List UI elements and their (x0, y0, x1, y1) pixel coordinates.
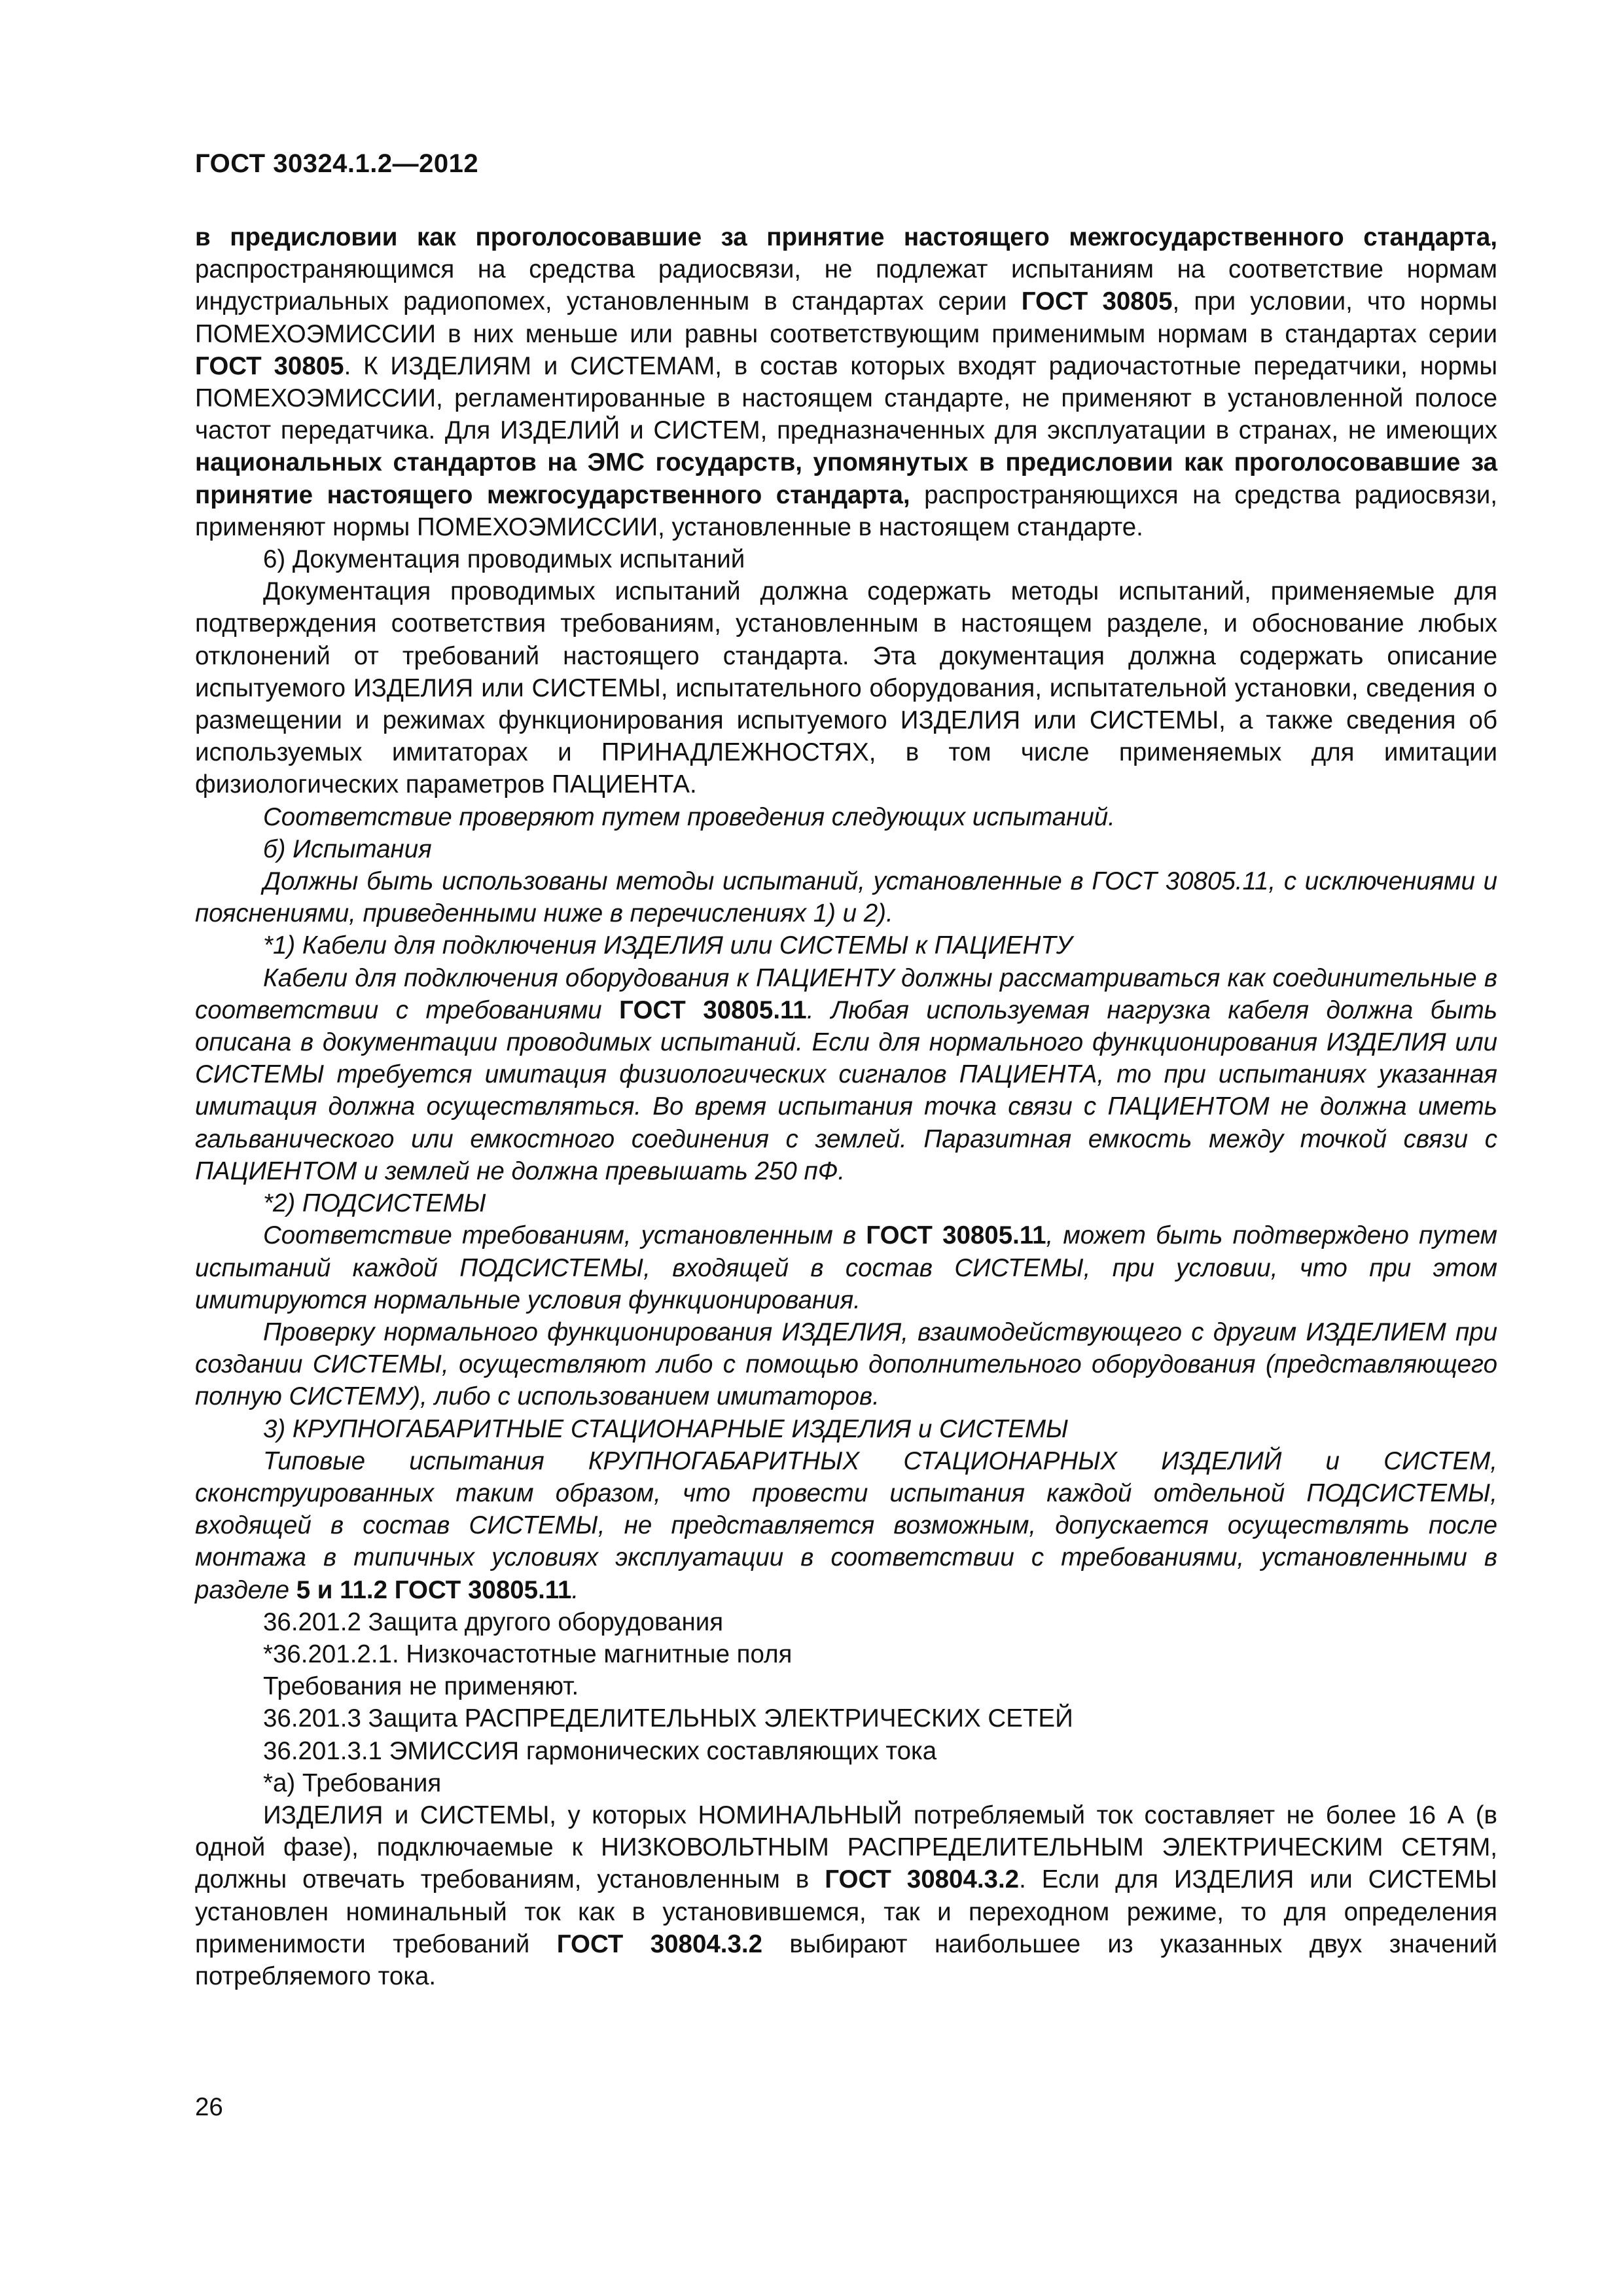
text-run: выбирают наибольшее из указанных двух значений потребляемого тока. (195, 1929, 1497, 1990)
section-heading-36-201-2: 36.201.2 Защита другого оборудования (263, 1607, 724, 1636)
paragraph-normal-operation-check: Проверку нормального функционирования ИЗДЕЛИЯ, взаимодействующего с другим ИЗДЕЛИЕМ при создании СИСТЕМЫ, осуществляют либо с помощью дополнительного оборудования (представляющего полную СИСТЕМУ), либо с использованием имитаторов. (195, 1318, 1497, 1411)
text-run: распространяющимся на средства радиосвязи, не подлежат испытаниям на соответствие нормам индустриальных радиопомех, установленным в стандартах серии (195, 255, 1497, 316)
text-run (387, 1576, 395, 1604)
page-body-text (195, 221, 1497, 1992)
standard-reference: ГОСТ 30805.11 (866, 1221, 1046, 1250)
text-run: , при условии, что нормы ПОМЕХОЭМИССИИ в них меньше или равны соответствующим применимым нормам в стандартах серии (195, 287, 1497, 348)
item-heading-tests: б) Испытания (263, 834, 432, 863)
standard-reference: ГОСТ 30804.3.2 (825, 1865, 1020, 1894)
text-run: и (310, 1575, 340, 1604)
text-run: Кабели для подключения оборудования к ПАЦИЕНТУ должны рассматриваться как соединительные в соответствии с требованиями (195, 963, 1497, 1024)
section-heading-36-201-3: 36.201.3 Защита РАСПРЕДЕЛИТЕЛЬНЫХ ЭЛЕКТРИЧЕСКИХ СЕТЕЙ (263, 1704, 1073, 1733)
section-heading-36-201-3-1: 36.201.3.1 ЭМИССИЯ гармонических составляющих тока (263, 1736, 937, 1765)
text-run: . Любая используемая нагрузка кабеля должна быть описана в документации проводимых испытаний. Если для нормального функционирования ИЗДЕЛИЯ или СИСТЕМЫ требуется имитация физиологических сигналов ПАЦИЕНТА, то при испытаниях указанная имитация должна осуществляться. Во время испытания точка связи с ПАЦИЕНТОМ не должна иметь гальванического или емкостного соединения с землей. Паразитная емкость между точкой связи с ПАЦИЕНТОМ и землей не должна превышать 250 пФ. (195, 996, 1497, 1185)
standard-reference: ГОСТ 30805.11 (619, 996, 807, 1024)
section-heading-36-201-2-1: *36.201.2.1. Низкочастотные магнитные поля (263, 1640, 793, 1668)
text-run: Типовые испытания КРУПНОГАБАРИТНЫХ СТАЦИОНАРНЫХ ИЗДЕЛИЙ и СИСТЕМ, сконструированных таким образом, что провести испытания каждой отдельной ПОДСИСТЕМЫ, входящей в состав СИСТЕМЫ, не представляется возможным, допускается осуществлять после монтажа в типичных условиях эксплуатации в соответствии с требованиями, установленными в разделе (195, 1446, 1497, 1604)
text-run: . (571, 1575, 579, 1604)
document-code-header: ГОСТ 30324.1.2—2012 (195, 149, 479, 178)
paragraph-harmonic-requirements (195, 1799, 1497, 1992)
bold-text: национальных стандартов на ЭМС государств, упомянутых в предисловии как проголосовавшие за принятие настоящего межгосударственного стандарта, (195, 448, 1497, 509)
text-run: Соответствие требованиям, установленным в (263, 1221, 866, 1250)
text-run: . Если для ИЗДЕЛИЯ или СИСТЕМЫ установлен номинальный ток как в установившемся, так и переходном режиме, то для определения применимости требований (195, 1865, 1498, 1958)
paragraph-compliance-check: Соответствие проверяют путем проведения следующих испытаний. (263, 802, 1115, 831)
standard-reference: ГОСТ 30805.11 (394, 1575, 572, 1604)
item-heading-subsystems: *2) ПОДСИСТЕМЫ (263, 1189, 486, 1218)
item-heading-large-stationary: 3) КРУПНОГАБАРИТНЫЕ СТАЦИОНАРНЫЕ ИЗДЕЛИЯ и СИСТЕМЫ (263, 1414, 1069, 1443)
text-run: ИЗДЕЛИЯ и СИСТЕМЫ, у которых НОМИНАЛЬНЫЙ потребляемый ток составляет не более 16 А (в одной фазе), подключаемые к НИЗКОВОЛЬТНЫМ РАСПРЕДЕЛИТЕЛЬНЫМ ЭЛЕКТРИЧЕСКИМ СЕТЯМ, должны отвечать требованиям, установленным в (195, 1801, 1497, 1894)
paragraph-test-documentation: Документация проводимых испытаний должна содержать методы испытаний, применяемые для подтверждения соответствия требованиям, установленным в настоящем разделе, и обоснование любых отклонений от требований настоящего стандарта. Эта документация должна содержать описание испытуемого ИЗДЕЛИЯ или СИСТЕМЫ, испытательного оборудования, испытательной установки, сведения о размещении и режимах функционирования испытуемого ИЗДЕЛИЯ или СИСТЕМЫ, а также сведения об используемых имитаторах и ПРИНАДЛЕЖНОСТЯХ, в том числе применяемых для имитации физиологических параметров ПАЦИЕНТА. (195, 577, 1497, 799)
paragraph-test-methods: Должны быть использованы методы испытаний, установленные в ГОСТ 30805.11, с исключениями и пояснениями, приведенными ниже в перечислениях 1) и 2). (195, 867, 1497, 928)
text-run: распространяющихся на средства радиосвязи, применяют нормы ПОМЕХОЭМИССИИ, установленные в настоящем стандарте. (195, 480, 1497, 541)
text-run: , может быть подтверждено путем испытаний каждой ПОДСИСТЕМЫ, входящей в состав СИСТЕМЫ, при условии, что при этом имитируются нормальные условия функционирования. (195, 1221, 1497, 1314)
bold-text: в предисловии как проголосовавшие за принятие настоящего межгосударственного стандарта, (195, 223, 1497, 251)
text-run: . К ИЗДЕЛИЯМ и СИСТЕМАМ, в состав которых входят радиочастотные передатчики, нормы ПОМЕХОЭМИССИИ, регламентированные в настоящем стандарте, не применяют в установленной полосе частот передатчика. Для ИЗДЕЛИЙ и СИСТЕМ, предназначенных для эксплуатации в странах, не имеющих (195, 351, 1497, 445)
paragraph-not-applied: Требования не применяют. (263, 1672, 579, 1701)
item-heading-requirements: *а) Требования (263, 1768, 442, 1797)
item-heading-patient-cables: *1) Кабели для подключения ИЗДЕЛИЯ или СИСТЕМЫ к ПАЦИЕНТУ (263, 931, 1073, 960)
paragraph-subsystems (195, 1219, 1497, 1316)
standard-reference: ГОСТ 30805 (1021, 287, 1173, 316)
paragraph-foreword-exemption (195, 221, 1497, 543)
section-reference: 5 (296, 1575, 311, 1604)
paragraph-patient-cables (195, 962, 1497, 1187)
page-number: 26 (195, 2093, 223, 2121)
paragraph-large-stationary (195, 1445, 1497, 1606)
standard-reference: ГОСТ 30805 (195, 351, 344, 380)
standard-reference: ГОСТ 30804.3.2 (556, 1929, 762, 1958)
section-reference: 11.2 (340, 1575, 387, 1604)
item-heading-test-documentation: 6) Документация проводимых испытаний (263, 545, 745, 574)
